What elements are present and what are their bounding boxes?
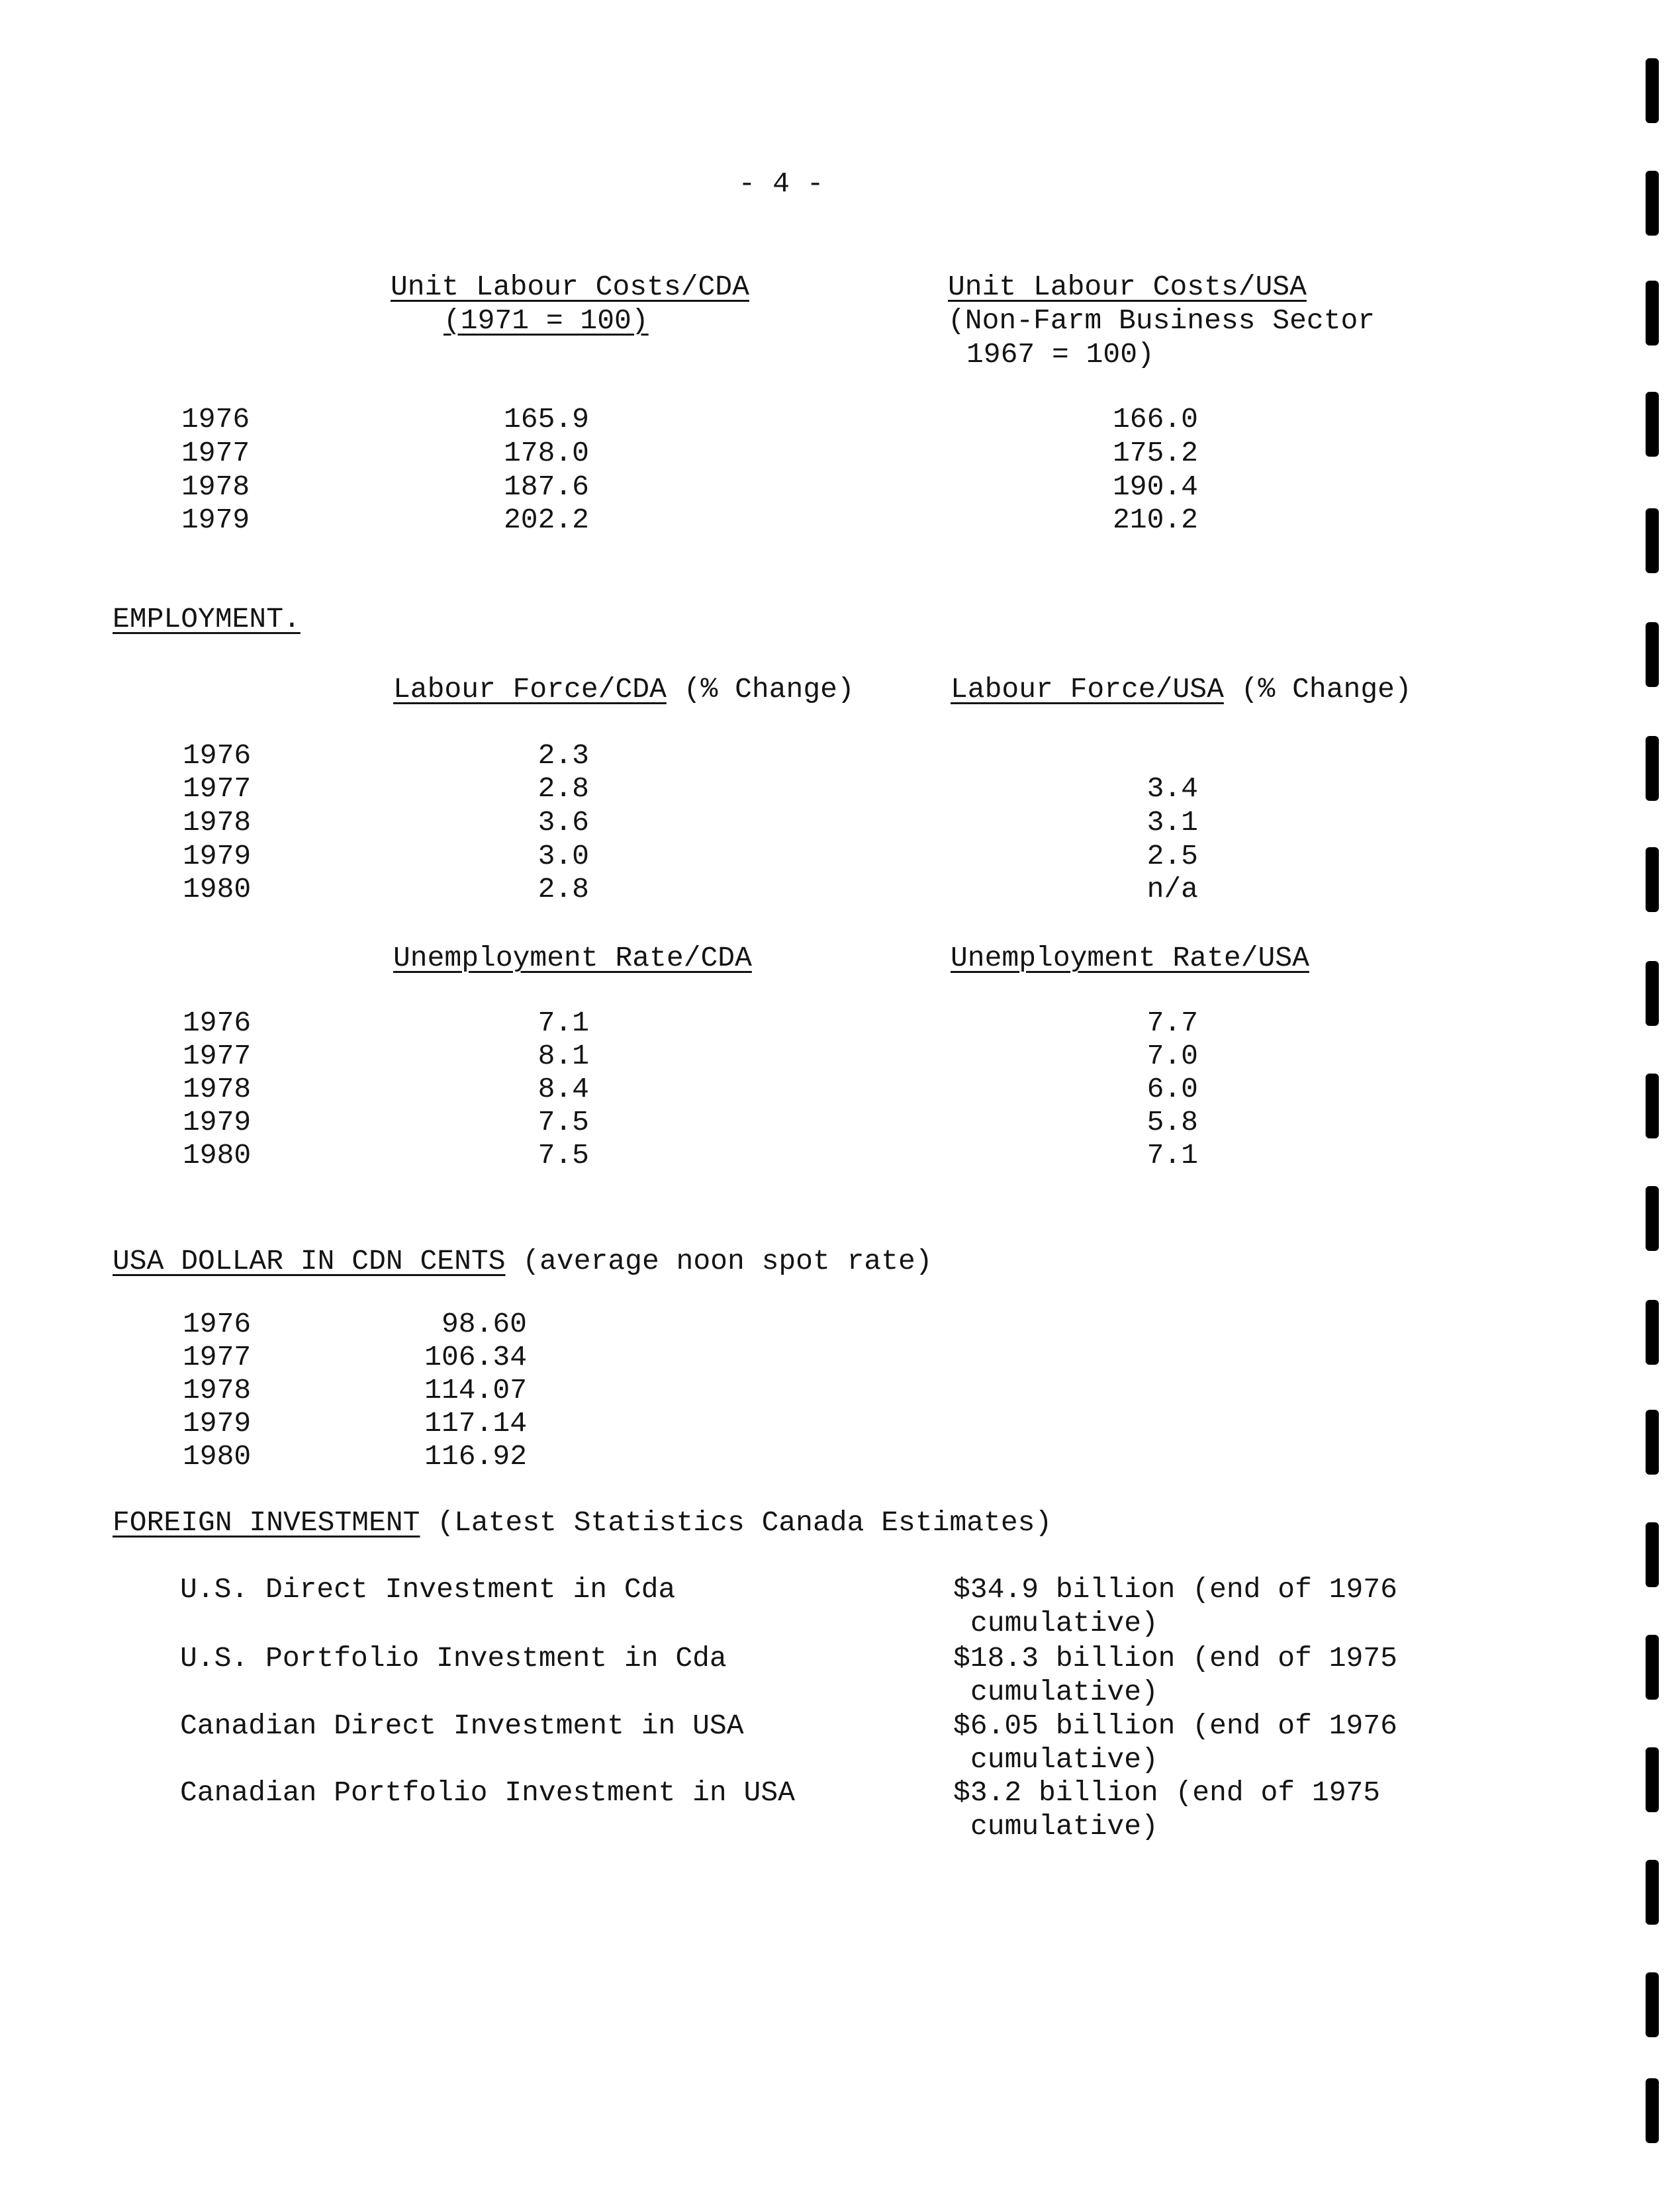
lf-usa-header [951, 672, 1412, 706]
ur-usa-header: Unemployment Rate/USA [951, 942, 1309, 974]
lf-cda-value: 3.0 [537, 840, 589, 872]
lf-usa-title: Labour Force/USA [951, 673, 1224, 706]
fi-value-cont: cumulative) [970, 1810, 1158, 1843]
fi-value: $3.2 billion (end of 1975 [953, 1776, 1381, 1809]
employment-heading: EMPLOYMENT. [113, 603, 301, 635]
ur-usa-value: 7.7 [1146, 1007, 1198, 1039]
fi-value: $6.05 billion (end of 1976 [953, 1710, 1397, 1742]
binder-mark [1646, 1972, 1659, 2037]
fi-heading: FOREIGN INVESTMENT [113, 1506, 420, 1539]
ur-cda-value: 8.4 [537, 1073, 589, 1105]
binder-mark [1646, 1410, 1659, 1475]
fi-heading-line [113, 1506, 1052, 1540]
fi-value-cont: cumulative) [970, 1676, 1158, 1708]
ur-usa-value: 6.0 [1146, 1073, 1198, 1105]
ur-year: 1979 [183, 1106, 252, 1138]
binder-mark [1646, 392, 1659, 457]
usd-heading: USA DOLLAR IN CDN CENTS [113, 1245, 506, 1277]
binder-mark [1646, 58, 1659, 123]
lf-year: 1978 [183, 806, 252, 839]
lf-usa-value: 3.4 [1146, 772, 1198, 805]
binder-mark [1646, 1522, 1659, 1587]
fi-label: Canadian Direct Investment in USA [180, 1710, 744, 1742]
binder-mark [1646, 1747, 1659, 1812]
lf-cda-value: 3.6 [537, 806, 589, 839]
ulc-usa-value: 175.2 [1112, 437, 1198, 469]
fi-label: U.S. Portfolio Investment in Cda [180, 1642, 727, 1675]
lf-cda-value: 2.8 [537, 772, 589, 805]
ulc-usa-title: Unit Labour Costs/USA [948, 271, 1307, 303]
ur-cda-header: Unemployment Rate/CDA [393, 942, 752, 974]
lf-cda-suffix: (% Change) [683, 673, 855, 706]
ur-year: 1977 [183, 1040, 252, 1072]
usd-value: 98.60 [441, 1308, 527, 1340]
ur-cda-value: 7.1 [537, 1007, 589, 1039]
binder-mark [1646, 1300, 1659, 1365]
ulc-year: 1979 [181, 504, 250, 536]
binder-mark [1646, 171, 1659, 236]
ur-usa-value: 5.8 [1146, 1106, 1198, 1138]
binder-mark [1646, 736, 1659, 801]
page-number: - 4 - [738, 167, 824, 200]
lf-year: 1977 [183, 772, 252, 805]
lf-cda-header [393, 672, 855, 706]
lf-cda-value: 2.8 [537, 873, 589, 905]
lf-usa-value: 3.1 [1146, 806, 1198, 839]
usd-year: 1980 [183, 1440, 252, 1473]
fi-value: $18.3 billion (end of 1975 [953, 1642, 1397, 1675]
binder-mark [1646, 1860, 1659, 1925]
ulc-usa-value: 190.4 [1112, 471, 1198, 503]
usd-year: 1979 [183, 1407, 252, 1440]
ur-year: 1978 [183, 1073, 252, 1105]
fi-heading-suffix: (Latest Statistics Canada Estimates) [437, 1506, 1052, 1539]
usd-heading-suffix: (average noon spot rate) [522, 1245, 933, 1277]
ulc-cda-value: 187.6 [503, 471, 589, 503]
binder-mark [1646, 622, 1659, 687]
ur-cda-value: 7.5 [537, 1106, 589, 1138]
ulc-year: 1976 [181, 403, 250, 436]
fi-label: U.S. Direct Investment in Cda [180, 1573, 676, 1606]
ulc-usa-subtitle-2: 1967 = 100) [966, 338, 1154, 371]
fi-value-cont: cumulative) [970, 1607, 1158, 1639]
ulc-year: 1978 [181, 471, 250, 503]
usd-value: 106.34 [424, 1341, 527, 1373]
usd-heading-line [113, 1244, 933, 1278]
ulc-cda-value: 165.9 [503, 403, 589, 436]
fi-value: $34.9 billion (end of 1976 [953, 1573, 1397, 1606]
usd-value: 114.07 [424, 1374, 527, 1406]
usd-year: 1976 [183, 1308, 252, 1340]
lf-year: 1976 [183, 739, 252, 772]
ulc-cda-header [391, 270, 749, 338]
ulc-cda-subtitle: (1971 = 100) [443, 304, 649, 337]
ulc-usa-value: 166.0 [1112, 403, 1198, 436]
ulc-usa-subtitle-1: (Non-Farm Business Sector [948, 304, 1376, 337]
fi-label: Canadian Portfolio Investment in USA [180, 1776, 795, 1809]
lf-year: 1980 [183, 873, 252, 905]
usd-year: 1978 [183, 1374, 252, 1406]
ur-cda-value: 7.5 [537, 1139, 589, 1172]
lf-usa-suffix: (% Change) [1240, 673, 1412, 706]
ulc-usa-header [948, 270, 1375, 371]
lf-cda-title: Labour Force/CDA [393, 673, 667, 706]
lf-cda-value: 2.3 [537, 739, 589, 772]
lf-usa-value: n/a [1146, 873, 1198, 905]
ulc-cda-title: Unit Labour Costs/CDA [391, 271, 749, 303]
usd-year: 1977 [183, 1341, 252, 1373]
binder-mark [1646, 961, 1659, 1026]
binder-mark [1646, 508, 1659, 573]
binder-mark [1646, 1074, 1659, 1138]
ur-usa-value: 7.1 [1146, 1139, 1198, 1172]
ulc-year: 1977 [181, 437, 250, 469]
ur-year: 1980 [183, 1139, 252, 1172]
ulc-cda-value: 202.2 [503, 504, 589, 536]
lf-year: 1979 [183, 840, 252, 872]
ulc-cda-value: 178.0 [503, 437, 589, 469]
ur-year: 1976 [183, 1007, 252, 1039]
binder-mark [1646, 2078, 1659, 2143]
binder-mark [1646, 1635, 1659, 1700]
usd-value: 117.14 [424, 1407, 527, 1440]
ur-usa-value: 7.0 [1146, 1040, 1198, 1072]
usd-value: 116.92 [424, 1440, 527, 1473]
binder-mark [1646, 847, 1659, 912]
binder-mark [1646, 1186, 1659, 1251]
fi-value-cont: cumulative) [970, 1743, 1158, 1776]
lf-usa-value: 2.5 [1146, 840, 1198, 872]
ur-cda-value: 8.1 [537, 1040, 589, 1072]
ulc-usa-value: 210.2 [1112, 504, 1198, 536]
binder-mark [1646, 281, 1659, 345]
